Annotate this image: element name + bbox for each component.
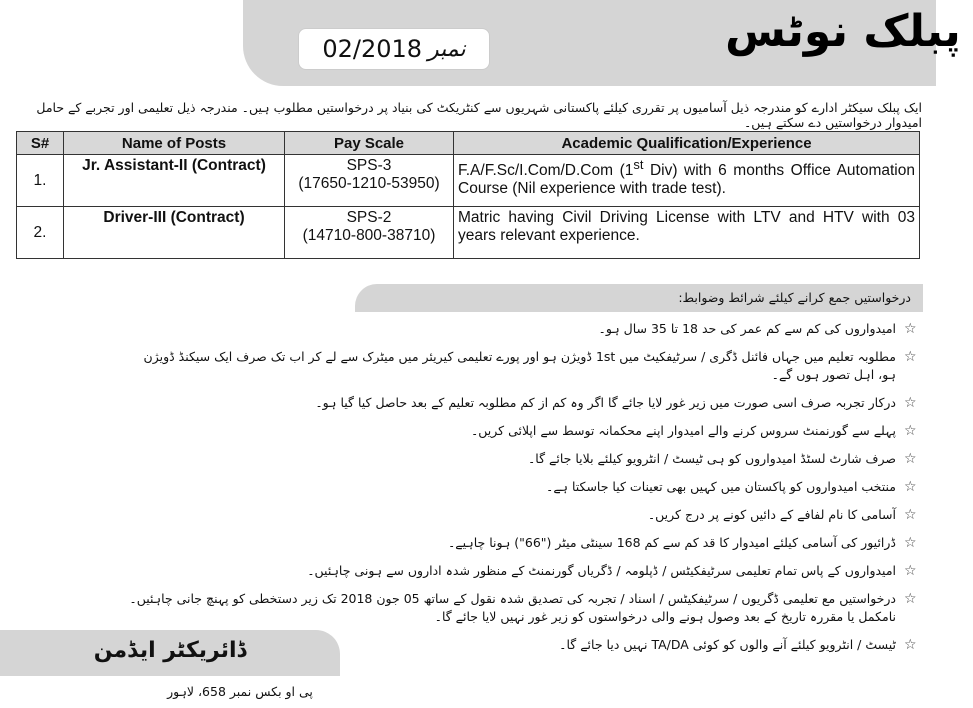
list-item	[122, 506, 922, 524]
table-header-row	[17, 132, 920, 155]
header-post-name: Name of Posts	[64, 132, 285, 155]
header-qualification: Academic Qualification/Experience	[454, 132, 920, 155]
condition-text: مطلوبہ تعلیم میں جہاں فائنل ڈگری / سرٹیفکیٹ میں 1st ڈویژن ہو اور پورے تعلیمی کیریئر میں میٹرک سے لے کر اب تک صرف ایک سیکنڈ ڈویژن ہو، اہل تصور ہوں گے۔	[143, 349, 896, 382]
row-qualification	[454, 155, 920, 207]
star-bullet-icon: ☆	[904, 637, 917, 653]
list-item	[122, 320, 922, 338]
row-sn: 1.	[17, 155, 64, 207]
qualification-text-cont: Div) with 6 months Office Automation Course (Nil experience with trade test).	[458, 162, 915, 198]
header-sn: S#	[17, 132, 64, 155]
star-bullet-icon: ☆	[904, 423, 917, 439]
qualification-superscript: st	[633, 157, 644, 172]
notice-number-label: نمبر	[428, 36, 466, 62]
pay-scale-grade: SPS-3	[346, 157, 392, 174]
conditions-title: درخواستیں جمع کرانے کیلئے شرائط وضوابط:	[678, 290, 911, 305]
row-sn: 2.	[17, 207, 64, 259]
notice-number: 02/2018	[322, 35, 423, 63]
pay-scale-grade: SPS-2	[346, 209, 392, 226]
signature-title: ڈائریکٹر ایڈمن	[93, 638, 247, 663]
star-bullet-icon: ☆	[904, 321, 917, 337]
row-pay-scale	[285, 207, 454, 259]
row-qualification: Matric having Civil Driving License with LTV and HTV with 03 years relevant experience.	[454, 207, 920, 259]
condition-text: امیدواروں کی کم سے کم عمر کی حد 18 تا 35 سال ہو۔	[598, 321, 896, 336]
list-item	[122, 590, 922, 626]
condition-text: صرف شارٹ لسٹڈ امیدواروں کو ہی ٹیسٹ / انٹرویو کیلئے بلایا جائے گا۔	[527, 451, 896, 466]
list-item	[122, 422, 922, 440]
table-row	[17, 155, 920, 207]
row-pay-scale	[285, 155, 454, 207]
notice-number-box	[298, 28, 490, 70]
condition-text: پہلے سے گورنمنٹ سروس کرنے والے امیدوار اپنے محکمانہ توسط سے اپلائی کریں۔	[470, 423, 896, 438]
notice-header-banner	[243, 0, 961, 86]
table-row	[17, 207, 920, 259]
star-bullet-icon: ☆	[904, 591, 917, 607]
star-bullet-icon: ☆	[904, 479, 917, 495]
signature-box	[0, 630, 340, 676]
intro-text: ایک پبلک سیکٹر ادارے کو مندرجہ ذیل آسامیوں پر تقرری کیلئے پاکستانی شہریوں سے کنٹریکٹ کی بنیاد پر درخواستیں مطلوب ہیں۔ مندرجہ ذیل تعلیمی اور تجربے کے حامل امیدوار درخواستیں دے سکتے ہیں۔	[36, 100, 922, 130]
condition-text: ٹیسٹ / انٹرویو کیلئے آنے والوں کو کوئی TA/DA نہیں دیا جائے گا۔	[559, 637, 896, 652]
condition-text: درکار تجربہ صرف اسی صورت میں زیر غور لایا جائے گا اگر وہ کم از کم مطلوبہ تعلیم کے بعد حاصل کیا گیا ہو۔	[315, 395, 896, 410]
condition-text: درخواستیں مع تعلیمی ڈگریوں / سرٹیفکیٹس / اسناد / تجربہ کی تصدیق شدہ نقول کے ساتھ 05 جون 2018 تک زیر دستخطی کو پہنچ جانی چاہئیں۔ نامکمل یا مقررہ تاریخ کے بعد وصول ہونے والی درخواستوں کو زیر غور نہیں لایا جائے گا۔	[129, 591, 896, 624]
list-item	[122, 394, 922, 412]
star-bullet-icon: ☆	[904, 395, 917, 411]
condition-text: آسامی کا نام لفافے کے دائیں کونے پر درج کریں۔	[647, 507, 896, 522]
list-item	[122, 348, 922, 384]
condition-text: ڈرائیور کی آسامی کیلئے امیدوار کا قد کم سے کم 168 سینٹی میٹر ("66") ہونا چاہیے۔	[447, 535, 896, 550]
address: پی او بکس نمبر 658، لاہور	[167, 684, 313, 699]
star-bullet-icon: ☆	[904, 507, 917, 523]
row-post-name: Driver-III (Contract)	[64, 207, 285, 259]
header-pay-scale: Pay Scale	[285, 132, 454, 155]
condition-text: منتخب امیدواروں کو پاکستان میں کہیں بھی تعینات کیا جاسکتا ہے۔	[546, 479, 896, 494]
list-item	[122, 450, 922, 468]
star-bullet-icon: ☆	[904, 451, 917, 467]
star-bullet-icon: ☆	[904, 563, 917, 579]
pay-scale-range: (17650-1210-53950)	[298, 175, 440, 192]
pay-scale-range: (14710-800-38710)	[302, 227, 436, 244]
row-post-name: Jr. Assistant-II (Contract)	[64, 155, 285, 207]
conditions-list	[122, 320, 922, 664]
star-bullet-icon: ☆	[904, 535, 917, 551]
star-bullet-icon: ☆	[904, 349, 917, 365]
list-item	[122, 478, 922, 496]
list-item	[122, 562, 922, 580]
notice-title: پبلک نوٹس	[725, 6, 961, 57]
list-item	[122, 534, 922, 552]
qualification-text: F.A/F.Sc/I.Com/D.Com (1	[458, 162, 634, 180]
condition-text: امیدواروں کے پاس تمام تعلیمی سرٹیفکیٹس / ڈپلومہ / ڈگریاں گورنمنٹ کے منظور شدہ اداروں سے ہونی چاہئیں۔	[307, 563, 896, 578]
posts-table	[16, 131, 920, 259]
conditions-header	[355, 284, 923, 312]
